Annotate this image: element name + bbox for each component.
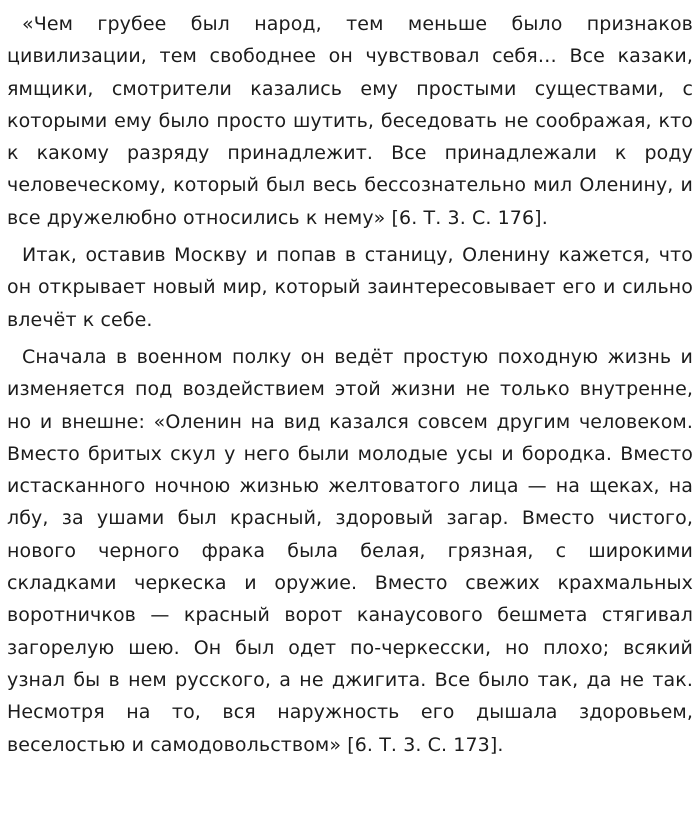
paragraph-quote-cossacks: «Чем грубее был народ, тем меньше было признаков цивилизации, тем свободнее он чувствовал себя… Все казаки, ямщики, смотрители казались ему простыми существами, с которыми ему было просто шутить, беседовать не соображая, кто к какому разряду принадлежит. Все принадлежали к роду человеческому, который был весь бессознательно мил Оленину, и все дружелюбно относились к нему» [6. Т. 3. С. 176]. xyxy=(7,13,693,229)
paragraph-transformation: Сначала в военном полку он ведёт простую походную жизнь и изменяется под воздействием этой жизни не только внутренне, но и внешне: «Оленин на вид казался совсем другим человеком. Вместо бритых скул у него были молодые усы и бородка. Вместо истасканного ночною жизнью желтоватого лица — на щеках, на лбу, за ушами был красный, здоровый загар. Вместо чистого, нового черного фрака была белая, грязная, с широкими складками черкеска и оружие. Вместо свежих крахмальных воротничков — красный ворот канаусового бешмета стягивал загорелую шею. Он был одет по-черкесски, но плохо; всякий узнал бы в нем русского, а не джигита. Все было так, да не так. Несмотря на то, вся наружность его дышала здоровьем, веселостью и самодовольством» [6. Т. 3. С. 173]. xyxy=(7,345,693,756)
document-page xyxy=(7,8,693,761)
paragraph-new-world: Итак, оставив Москву и попав в станицу, Оленину кажется, что он открывает новый мир, который заинтересовывает его и сильно влечёт к себе. xyxy=(7,244,693,331)
